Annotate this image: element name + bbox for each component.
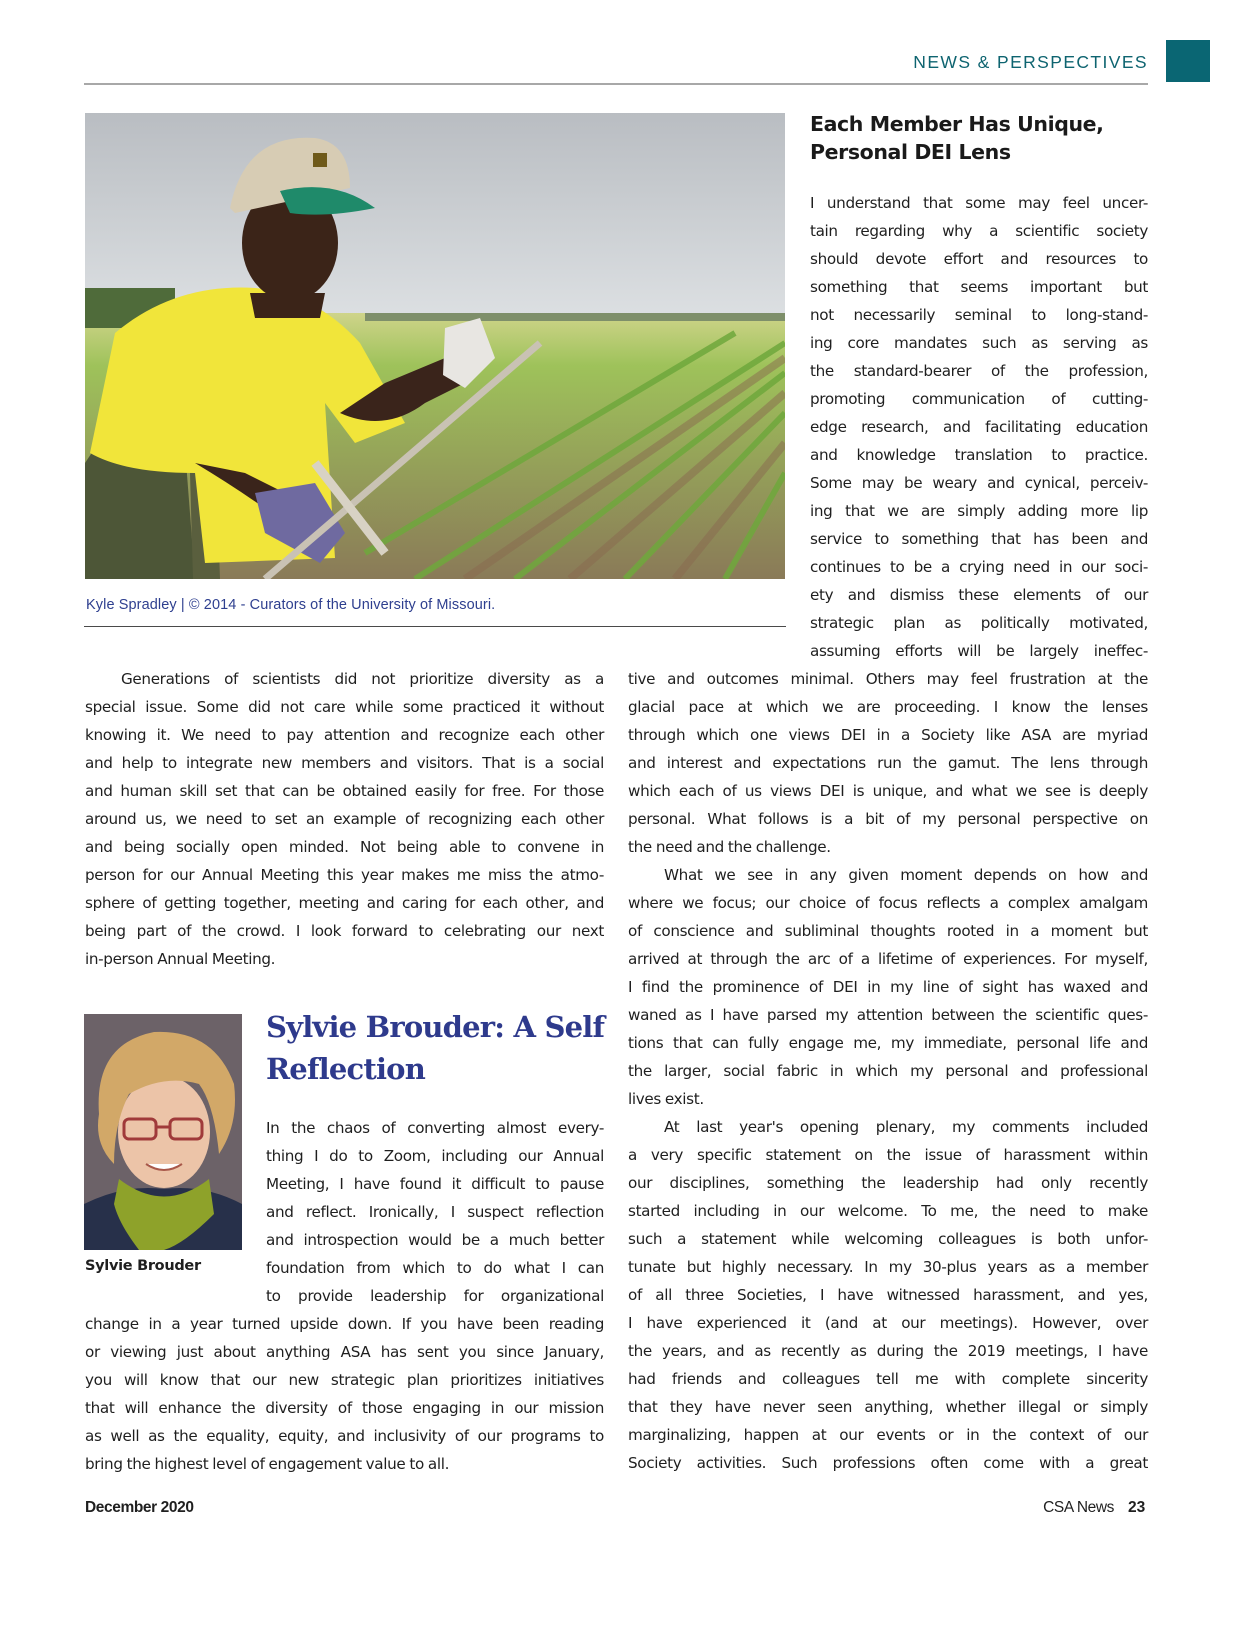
text-line: and being socially open minded. Not being able to convene in <box>85 838 604 856</box>
author-portrait <box>84 1014 242 1250</box>
text-line: promoting communication of cutting- <box>810 390 1148 408</box>
section-heading-line: Each Member Has Unique, <box>810 112 1104 136</box>
text-line: waned as I have parsed my attention between the scientific ques- <box>628 1006 1148 1024</box>
footer-date: December 2020 <box>85 1499 194 1516</box>
text-line: service to something that has been and <box>810 530 1148 548</box>
caption-divider <box>84 626 786 627</box>
text-line: a very specific statement on the issue of harassment within <box>628 1146 1148 1164</box>
text-line: the years, and as recently as during the 2019 meetings, I have <box>628 1342 1148 1360</box>
portrait-photo <box>84 1014 242 1250</box>
text-line: I have experienced it (and at our meetings). However, over <box>628 1314 1148 1332</box>
text-line: foundation from which to do what I can <box>266 1259 604 1277</box>
text-line: of conscience and subliminal thoughts rooted in a moment but <box>628 922 1148 940</box>
text-line: in-person Annual Meeting. <box>85 950 276 968</box>
text-line: through which one views DEI in a Society like ASA are myriad <box>628 726 1148 744</box>
text-line: and introspection would be a much better <box>266 1231 604 1249</box>
text-line: arrived at through the arc of a lifetime of experiences. For myself, <box>628 950 1148 968</box>
text-line: of all three Societies, I have witnessed harassment, and yes, <box>628 1286 1148 1304</box>
text-line: I understand that some may feel uncer- <box>810 194 1148 212</box>
page-number: 23 <box>1128 1499 1146 1516</box>
text-line: started including in our welcome. To me, the need to make <box>628 1202 1148 1220</box>
text-line: our disciplines, something the leadership had only recently <box>628 1174 1148 1192</box>
text-line: Society activities. Such professions often come with a great <box>628 1454 1148 1472</box>
section-heading <box>810 110 1150 166</box>
text-line: should devote effort and resources to <box>810 250 1148 268</box>
text-line: edge research, and facilitating education <box>810 418 1148 436</box>
article-title-line: Reflection <box>266 1052 425 1086</box>
text-line: not necessarily seminal to long-stand- <box>810 306 1148 324</box>
footer-publication: CSA News <box>1043 1499 1114 1516</box>
text-line: knowing it. We need to pay attention and recognize each other <box>85 726 604 744</box>
text-line: What we see in any given moment depends on how and <box>664 866 1148 884</box>
text-line: strategic plan as politically motivated, <box>810 614 1148 632</box>
text-line: where we focus; our choice of focus reflects a complex amalgam <box>628 894 1148 912</box>
text-line: such a statement while welcoming colleagues is both unfor- <box>628 1230 1148 1248</box>
text-line: the larger, social fabric in which my personal and professional <box>628 1062 1148 1080</box>
text-line: ing core mandates such as serving as <box>810 334 1148 352</box>
right-column-text-top <box>810 189 1148 665</box>
text-line: Generations of scientists did not prioritize diversity as a <box>121 670 604 688</box>
text-line: change in a year turned upside down. If you have been reading <box>85 1315 604 1333</box>
text-line: glacial pace at which we are proceeding. I know the lenses <box>628 698 1148 716</box>
text-line: person for our Annual Meeting this year makes me miss the atmo- <box>85 866 604 884</box>
text-line: tunate but highly necessary. In my 30-plus years as a member <box>628 1258 1148 1276</box>
text-line: tain regarding why a scientific society <box>810 222 1148 240</box>
text-line: the standard-bearer of the profession, <box>810 362 1148 380</box>
text-line: to provide leadership for organizational <box>266 1287 604 1305</box>
field-worker-photo <box>85 113 785 579</box>
text-line: personal. What follows is a bit of my personal perspective on <box>628 810 1148 828</box>
text-line: you will know that our new strategic plan prioritizes initiatives <box>85 1371 604 1389</box>
section-label: NEWS & PERSPECTIVES <box>913 52 1148 72</box>
section-color-tab <box>1166 40 1210 82</box>
text-line: and reflect. Ironically, I suspect reflection <box>266 1203 604 1221</box>
text-line: that will enhance the diversity of those engaging in our mission <box>85 1399 604 1417</box>
text-line: Some may be weary and cynical, perceiv- <box>810 474 1148 492</box>
article-title-line: Sylvie Brouder: A Self <box>266 1010 605 1044</box>
text-line: marginalizing, happen at our events or in the context of our <box>628 1426 1148 1444</box>
text-line: and help to integrate new members and visitors. That is a social <box>85 754 604 772</box>
text-line: special issue. Some did not care while some practiced it without <box>85 698 604 716</box>
text-line: as well as the equality, equity, and inclusivity of our programs to <box>85 1427 604 1445</box>
text-line: which each of us views DEI is unique, and what we see is deeply <box>628 782 1148 800</box>
article-title <box>266 1006 611 1090</box>
text-line: the need and the challenge. <box>628 838 831 856</box>
text-line: that they have never seen anything, whether illegal or simply <box>628 1398 1148 1416</box>
text-line: assuming efforts will be largely ineffec- <box>810 642 1148 660</box>
text-line: and human skill set that can be obtained easily for free. For those <box>85 782 604 800</box>
text-line: At last year's opening plenary, my comments included <box>664 1118 1148 1136</box>
text-line: had friends and colleagues tell me with complete sincerity <box>628 1370 1148 1388</box>
text-line: continues to be a crying need in our soci- <box>810 558 1148 576</box>
text-line: In the chaos of converting almost every- <box>266 1119 604 1137</box>
text-line: ety and dismiss these elements of our <box>810 586 1148 604</box>
text-line: Meeting, I have found it difficult to pause <box>266 1175 604 1193</box>
portrait-caption: Sylvie Brouder <box>85 1258 201 1274</box>
section-heading-line: Personal DEI Lens <box>810 140 1011 164</box>
hero-photo <box>85 113 785 579</box>
text-line: thing I do to Zoom, including our Annual <box>266 1147 604 1165</box>
text-line: lives exist. <box>628 1090 704 1108</box>
text-line: or viewing just about anything ASA has sent you since January, <box>85 1343 604 1361</box>
text-line: sphere of getting together, meeting and caring for each other, and <box>85 894 604 912</box>
text-line: bring the highest level of engagement value to all. <box>85 1455 450 1473</box>
text-line: ing that we are simply adding more lip <box>810 502 1148 520</box>
text-line: and knowledge translation to practice. <box>810 446 1148 464</box>
bio-text-full <box>85 1310 604 1478</box>
text-line: and interest and expectations run the gamut. The lens through <box>628 754 1148 772</box>
header-divider <box>84 83 1148 85</box>
text-line: tive and outcomes minimal. Others may feel frustration at the <box>628 670 1148 688</box>
photo-caption: Kyle Spradley | © 2014 - Curators of the University of Missouri. <box>86 597 496 613</box>
text-line: tions that can fully engage me, my immediate, personal life and <box>628 1034 1148 1052</box>
text-line: around us, we need to set an example of recognizing each other <box>85 810 604 828</box>
left-column-text <box>85 665 604 973</box>
right-column-text-bottom <box>628 665 1148 1477</box>
bio-text-wrapped <box>266 1114 604 1310</box>
text-line: I find the prominence of DEI in my line of sight has waxed and <box>628 978 1148 996</box>
text-line: something that seems important but <box>810 278 1148 296</box>
text-line: being part of the crowd. I look forward to celebrating our next <box>85 922 604 940</box>
